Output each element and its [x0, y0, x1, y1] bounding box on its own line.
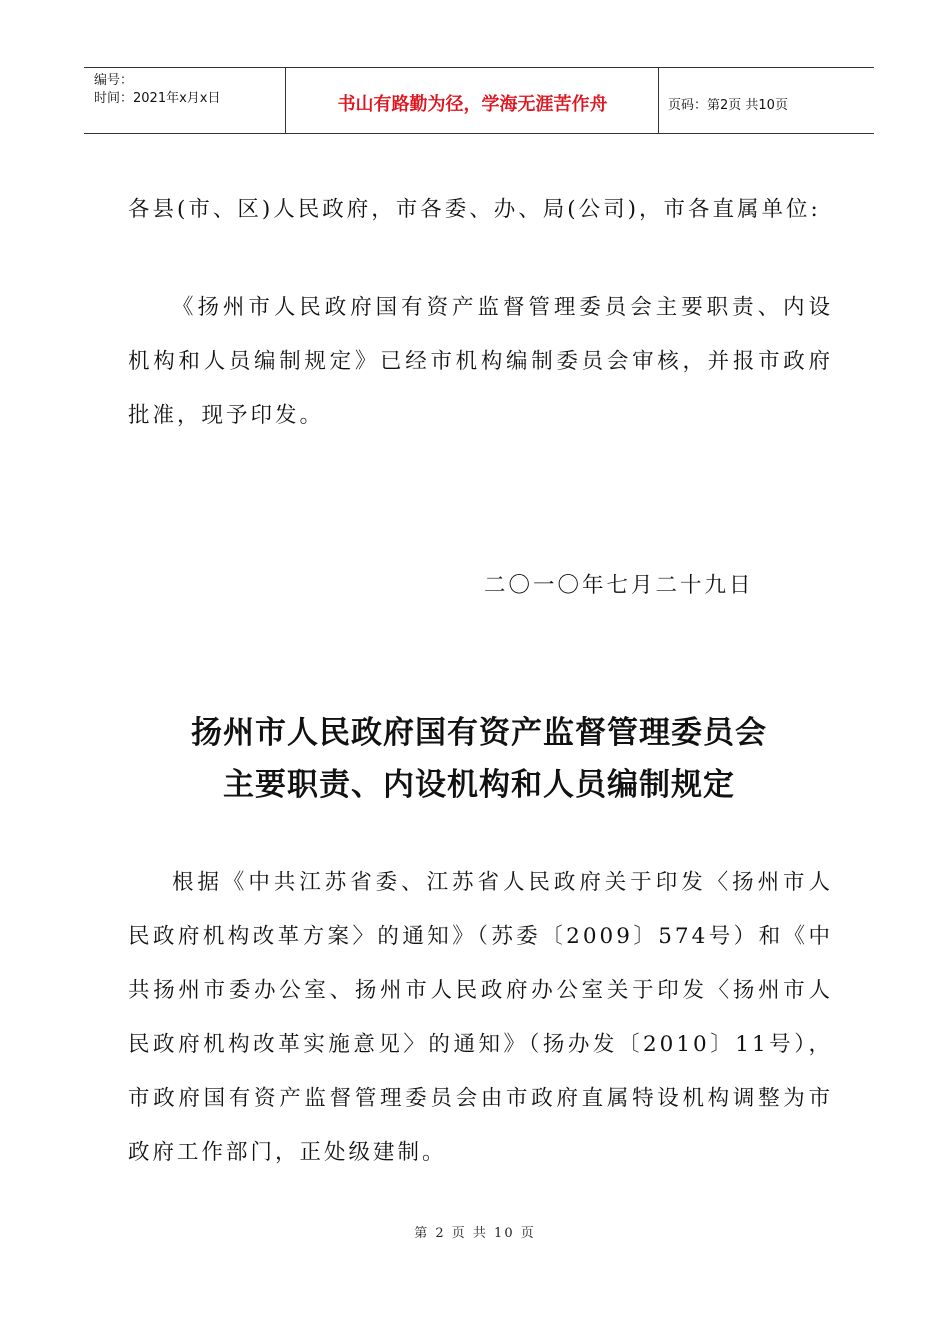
- header-motto: 书山有路勤为径，学海无涯苦作舟: [337, 94, 608, 115]
- notice-body: 《扬州市人民政府国有资产监督管理委员会主要职责、内设机构和人员编制规定》已经市机构编制委员会审核，并报市政府批准，现予印发。: [128, 295, 833, 428]
- document-header: [84, 67, 874, 134]
- header-meta: [94, 72, 220, 108]
- notice-date: 二〇一〇年七月二十九日: [484, 573, 754, 598]
- document-time-label: 时间：2021年x月x日: [94, 91, 221, 106]
- notice-addressee: 各县(市、区)人民政府，市各委、办、局(公司)，市各直属单位:: [128, 197, 821, 222]
- header-divider: [658, 68, 659, 133]
- document-title-line-1: 扬州市人民政府国有资产监督管理委员会: [191, 715, 767, 751]
- document-title-line-2: 主要职责、内设机构和人员编制规定: [223, 767, 735, 803]
- document-paragraph-1: 根据《中共江苏省委、江苏省人民政府关于印发〈扬州市人民政府机构改革方案〉的通知》（苏委〔2009〕574号）和《中共扬州市委办公室、扬州市人民政府办公室关于印发〈扬州市人民政府机构改革实施意见〉的通知》（扬办发〔2010〕11号），市政府国有资产监督管理委员会由市政府直属特设机构调整为市政府工作部门，正处级建制。: [128, 870, 833, 1165]
- document-number-label: 编号：: [94, 73, 134, 88]
- header-page-info: 页码：第2页 共10页: [668, 98, 788, 113]
- page-footer: 第 2 页 共 10 页: [414, 1226, 536, 1241]
